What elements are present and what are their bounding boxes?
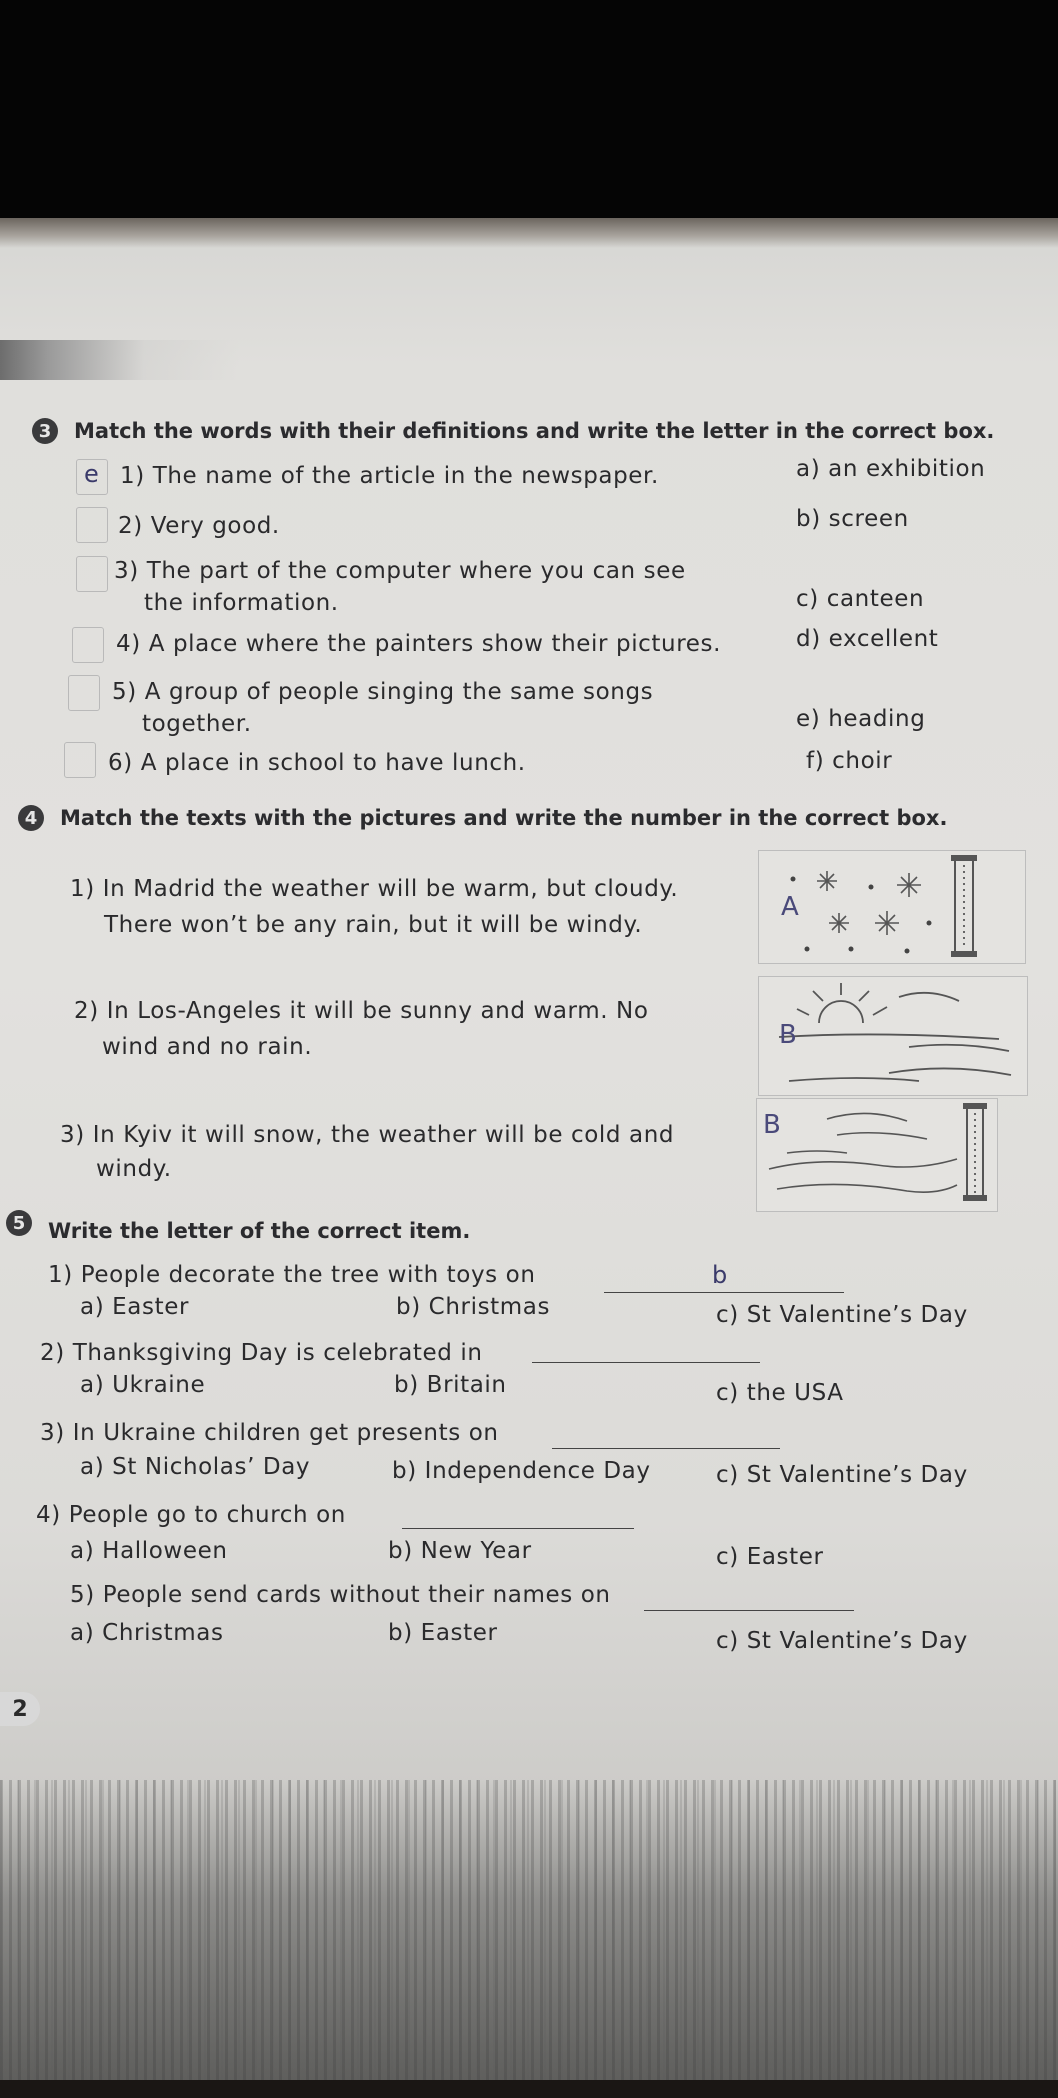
question-1-stem: 1) People decorate the tree with toys on bbox=[48, 1262, 536, 1288]
definition-1: 1) The name of the article in the newspaper. bbox=[120, 463, 659, 489]
weather-picture-sunny bbox=[758, 976, 1028, 1096]
question-3-stem: 3) In Ukraine children get presents on bbox=[40, 1420, 499, 1446]
definition-6: 6) A place in school to have lunch. bbox=[108, 750, 526, 776]
question-1-option-b: b) Christmas bbox=[396, 1294, 551, 1320]
question-4-option-c: c) Easter bbox=[716, 1544, 824, 1570]
answer-box-3-6[interactable] bbox=[64, 742, 96, 778]
thermometer-icon bbox=[951, 855, 977, 957]
weather-picture-windy bbox=[756, 1098, 998, 1212]
question-2-option-a: a) Ukraine bbox=[80, 1372, 206, 1398]
option-c: c) canteen bbox=[796, 586, 925, 612]
snowflakes-icon bbox=[759, 851, 1025, 963]
weather-text-3-line2: windy. bbox=[96, 1156, 172, 1182]
question-1-blank[interactable] bbox=[604, 1292, 844, 1293]
question-4-stem: 4) People go to church on bbox=[36, 1502, 346, 1528]
question-3-option-c: c) St Valentine’s Day bbox=[716, 1462, 968, 1488]
question-1-option-a: a) Easter bbox=[80, 1294, 190, 1320]
dark-background-top bbox=[0, 0, 1058, 218]
weather-picture-snow bbox=[758, 850, 1026, 964]
header-smudge bbox=[0, 340, 240, 380]
question-2-option-c: c) the USA bbox=[716, 1380, 844, 1406]
wind-and-snow-icon bbox=[757, 1099, 997, 1211]
weather-text-2-line2: wind and no rain. bbox=[102, 1034, 313, 1060]
option-b: b) screen bbox=[796, 506, 909, 532]
picture-2-mark: B bbox=[779, 1020, 797, 1050]
question-4-option-a: a) Halloween bbox=[70, 1538, 228, 1564]
definition-2: 2) Very good. bbox=[118, 513, 280, 539]
option-f: f) choir bbox=[806, 748, 893, 774]
question-3-blank[interactable] bbox=[552, 1448, 780, 1449]
definition-3-line1: 3) The part of the computer where you can see bbox=[114, 558, 686, 584]
exercise-4-instruction: Match the texts with the pictures and write the number in the correct box. bbox=[60, 806, 948, 830]
question-2-blank[interactable] bbox=[532, 1362, 760, 1363]
definition-5-line1: 5) A group of people singing the same songs bbox=[112, 679, 654, 705]
question-5-stem: 5) People send cards without their names on bbox=[70, 1582, 611, 1608]
exercise-3-badge: 3 bbox=[32, 418, 58, 444]
answer-box-3-2[interactable] bbox=[76, 507, 108, 543]
question-2-stem: 2) Thanksgiving Day is celebrated in bbox=[40, 1340, 483, 1366]
weather-text-1-line2: There won’t be any rain, but it will be windy. bbox=[104, 912, 643, 938]
answer-3-1: e bbox=[84, 460, 99, 488]
definition-4: 4) A place where the painters show their pictures. bbox=[116, 631, 722, 657]
exercise-4-badge: 4 bbox=[18, 805, 44, 831]
page-top-edge bbox=[0, 218, 1058, 248]
page-number: 2 bbox=[0, 1692, 40, 1726]
dark-background-bottom bbox=[0, 2080, 1058, 2098]
option-d: d) excellent bbox=[796, 626, 939, 652]
option-a: a) an exhibition bbox=[796, 456, 986, 482]
answer-box-3-3[interactable] bbox=[76, 556, 108, 592]
definition-5-line2: together. bbox=[142, 711, 252, 737]
thermometer-icon bbox=[963, 1103, 987, 1201]
question-3-option-a: a) St Nicholas’ Day bbox=[80, 1454, 311, 1480]
sun-and-wind-icon bbox=[759, 977, 1027, 1095]
question-1-answer: b bbox=[712, 1261, 728, 1289]
weather-text-1-line1: 1) In Madrid the weather will be warm, but cloudy. bbox=[70, 876, 679, 902]
answer-box-3-4[interactable] bbox=[72, 627, 104, 663]
picture-1-mark: A bbox=[781, 892, 799, 922]
question-5-option-c: c) St Valentine’s Day bbox=[716, 1628, 968, 1654]
picture-3-mark: B bbox=[763, 1110, 781, 1140]
exercise-3-instruction: Match the words with their definitions and write the letter in the correct box. bbox=[74, 419, 995, 443]
answer-box-3-5[interactable] bbox=[68, 675, 100, 711]
question-4-blank[interactable] bbox=[402, 1528, 634, 1529]
question-5-option-a: a) Christmas bbox=[70, 1620, 224, 1646]
scan-noise-bottom bbox=[0, 1780, 1058, 2080]
question-4-option-b: b) New Year bbox=[388, 1538, 532, 1564]
weather-text-3-line1: 3) In Kyiv it will snow, the weather will be cold and bbox=[60, 1122, 675, 1148]
question-1-option-c: c) St Valentine’s Day bbox=[716, 1302, 968, 1328]
question-2-option-b: b) Britain bbox=[394, 1372, 507, 1398]
option-e: e) heading bbox=[796, 706, 926, 732]
weather-text-2-line1: 2) In Los-Angeles it will be sunny and warm. No bbox=[74, 998, 649, 1024]
question-3-option-b: b) Independence Day bbox=[392, 1458, 651, 1484]
question-5-blank[interactable] bbox=[644, 1610, 854, 1611]
question-5-option-b: b) Easter bbox=[388, 1620, 498, 1646]
definition-3-line2: the information. bbox=[144, 590, 339, 616]
exercise-5-instruction: Write the letter of the correct item. bbox=[48, 1219, 471, 1243]
exercise-5-badge: 5 bbox=[6, 1210, 32, 1236]
